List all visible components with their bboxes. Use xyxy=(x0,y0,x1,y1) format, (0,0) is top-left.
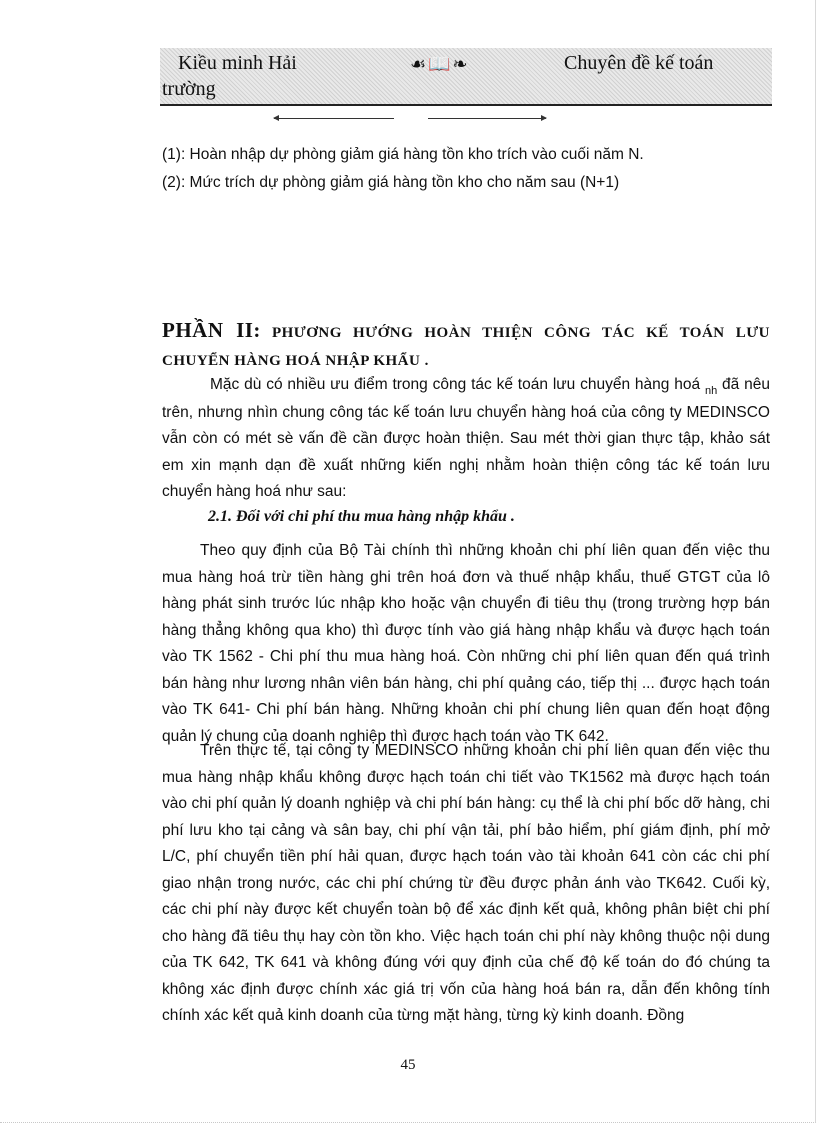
intro-paragraph xyxy=(162,372,770,506)
page-header xyxy=(160,48,772,106)
header-title: Chuyên đề kế toán xyxy=(564,52,714,74)
intro-text: Mặc dù có nhiều ưu điểm trong công tác kế toán lưu chuyển hàng hoá xyxy=(210,376,705,393)
section-heading: 2.1. Đối với chi phí thu mua hàng nhập khẩu . xyxy=(208,508,515,525)
body-paragraph: Trên thực tế, tại công ty MEDINSCO những khoản chi phí liên quan đến việc thu mua hàng nhập khẩu không được hạch toán chi tiết vào TK1562 mà được hạch toán vào chi phí quản lý doanh nghiệp và chi phí bán hàng: cụ thể là chi phí bốc dỡ hàng, chi phí lưu kho tại cảng và sân bay, chi phí vận tải, phí bảo hiểm, phí giám định, phí mở L/C, phí chuyển tiền phí hải quan, được hạch toán vào tài khoản 641 còn các chi phí giao nhận trong nước, các chi phí chứng từ đều được phản ánh vào TK642. Cuối kỳ, các chi phí này được kết chuyển toàn bộ để xác định kết quả, không phân biệt chi phí cho hàng đã tiêu thụ hay còn tồn kho. Việc hạch toán chi phí này không thuộc nội dung của TK 642, TK 641 và không đúng với quy định của chế độ kế toán do đó chúng ta không xác định được chính xác giá trị vốn của hàng hoá bán ra, dẫn đến không tính chính xác kết quả kinh doanh của từng mặt hàng, từng kỳ kinh doanh. Đồng xyxy=(162,742,770,1024)
intro-text-continued: đã nêu trên, nhưng nhìn chung công tác kế toán lưu chuyển hàng hoá của công ty MEDINSCO vẫn còn có mét sè vấn đề cần được hoàn thiện. Sau mét thời gian thực tập, khảo sát em xin mạnh dạn đề xuất những kiến nghị nhằm hoàn thiện công tác kế toán lưu chuyển hàng hoá như sau: xyxy=(162,376,770,500)
part-heading xyxy=(162,316,770,375)
part-title: PHƯƠNG HƯỚNG HOÀN THIỆN CÔNG TÁC KẾ TOÁN LƯU CHUYỂN HÀNG HOÁ NHẬP KHẨU . xyxy=(162,325,770,369)
body-paragraph: Theo quy định của Bộ Tài chính thì những khoản chi phí liên quan đến việc thu mua hàng hoá trừ tiền hàng ghi trên hoá đơn và thuế nhập khẩu, thuế GTGT của lô hàng phát sinh trước lúc nhập kho hoặc vận chuyển đi tiêu thụ (trong trường hợp bán hàng thẳng không qua kho) thì được tính vào giá hàng nhập khẩu và được hạch toán vào TK 1562 - Chi phí thu mua hàng hoá. Còn những chi phí liên quan đến quá trình bán hàng như lương nhân viên bán hàng, chi phí quảng cáo, tiếp thị ... được hạch toán vào TK 641- Chi phí bán hàng. Những khoản chi phí chung liên quan đến hoạt động quản lý chung của doanh nghiệp thì được hạch toán vào TK 642. xyxy=(162,542,770,745)
page-number: 45 xyxy=(400,1057,416,1073)
book-ornament-icon: ☙📖❧ xyxy=(410,54,470,74)
header-author: Kiều minh Hải xyxy=(178,52,297,74)
header-author-continued: trường xyxy=(162,78,216,100)
part-label: PHẦN II: xyxy=(162,318,261,342)
intro-subscript: nh xyxy=(704,385,718,397)
footnote-1: (1): Hoàn nhập dự phòng giảm giá hàng tồn kho trích vào cuối năm N. xyxy=(162,146,644,163)
left-arrow-divider xyxy=(274,118,394,119)
footnote-2: (2): Mức trích dự phòng giảm giá hàng tồn kho cho năm sau (N+1) xyxy=(162,174,620,191)
right-arrow-divider xyxy=(428,118,546,119)
